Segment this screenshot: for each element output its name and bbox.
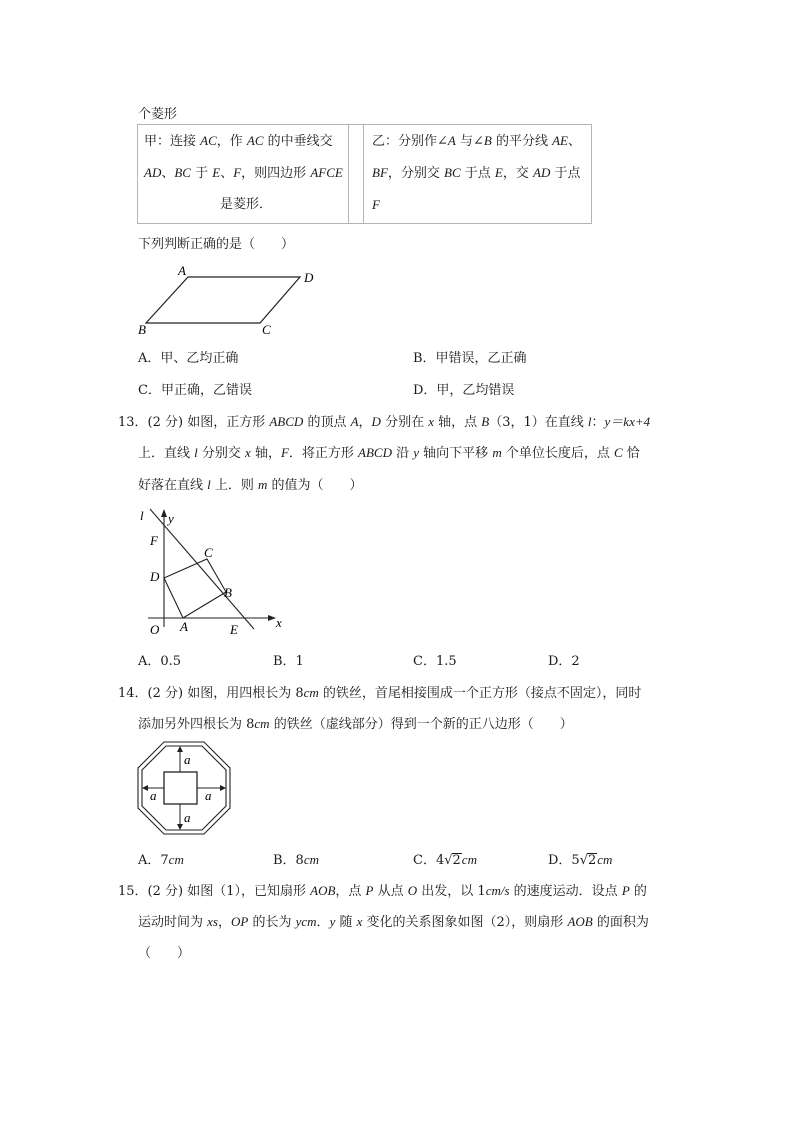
inner-square [164,772,197,804]
q12-option-c[interactable]: C．甲正确，乙错误 [138,383,252,398]
label-y: y [168,511,174,526]
sqrt-radicand: 2 [452,853,461,868]
arrow-right-icon [220,785,226,791]
q12-option-b[interactable]: B．甲错误，乙正确 [413,351,527,366]
label-a-bottom: a [184,810,191,825]
line-l [150,509,254,629]
square-abcd [164,559,226,618]
label-O: O [150,622,160,637]
yi-line-2: BF，分别交 BC 于点 E，交 AD 于点 F [372,165,581,212]
q14-line-2: 添加另外四根长为 8cm 的铁丝（虚线部分）得到一个新的正八边形（ ） [138,716,573,732]
q14-option-b[interactable]: B．8cm [273,852,319,868]
q12-parallelogram-figure [134,262,324,340]
q13-option-c[interactable]: C．1.5 [413,654,457,669]
label-A: A [178,263,186,278]
arrow-top-icon [177,746,183,752]
arrow-left-icon [142,785,148,791]
q14-option-c[interactable]: C．4√2cm [413,852,477,868]
q13-coordinate-figure [134,503,294,639]
label-E: E [230,622,238,637]
label-a-right: a [205,788,212,803]
label-D: D [150,569,160,584]
jia-line-2: AD、BC 于 E、F，则四边形 AFCE [144,165,343,181]
label-B: B [138,322,146,337]
q12-question: 下列判断正确的是（ ） [138,237,295,252]
q13-option-d[interactable]: D．2 [548,654,580,669]
q14-option-d[interactable]: D．5√2cm [548,852,613,868]
q13-line-1: 13．(2 分) 如图，正方形 ABCD 的顶点 A，D 分别在 x 轴，点 B（3，1）在直线 l：y＝kx+4 [118,414,651,430]
jia-cell [138,125,349,224]
label-C: C [262,322,271,337]
jia-line-1: 甲：连接 AC，作 AC 的中垂线交 [144,133,333,149]
sqrt-radicand: 2 [588,853,597,868]
label-D: D [304,270,314,285]
q15-line-3: （ ） [138,946,191,961]
q13-option-a[interactable]: A．0.5 [138,654,182,669]
table-spacer-cell [349,125,364,224]
label-B: B [224,585,232,600]
q12-comparison-table [137,124,592,224]
label-a-left: a [150,788,157,803]
q12-option-a[interactable]: A．甲、乙均正确 [138,351,239,366]
arrow-bottom-icon [177,824,183,830]
q12-option-d[interactable]: D．甲，乙均错误 [413,383,515,398]
q12-lead-text: 个菱形 [138,107,178,122]
label-A: A [180,619,188,634]
q13-line-3: 好落在直线 l 上．则 m 的值为（ ） [138,477,363,493]
label-x: x [276,615,282,630]
label-C: C [204,545,213,560]
q13-line-2: 上．直线 l 分别交 x 轴，F．将正方形 ABCD 沿 y 轴向下平移 m 个单位长度后，点 C 恰 [138,445,640,461]
label-a-top: a [184,752,191,767]
q15-line-2: 运动时间为 xs，OP 的长为 ycm．y 随 x 变化的关系图象如图（2），则扇形 AOB 的面积为 [138,914,649,930]
y-axis-arrow-icon [161,509,167,517]
yi-cell [364,125,592,224]
label-l: l [140,508,144,523]
q13-option-b[interactable]: B．1 [273,654,304,669]
parallelogram-shape [146,277,300,323]
q14-octagon-figure [134,738,234,838]
q14-option-a[interactable]: A．7cm [138,852,184,868]
yi-line-1: 乙：分别作∠A 与∠B 的平分线 AE、 [372,133,582,149]
q15-line-1: 15．(2 分) 如图（1），已知扇形 AOB，点 P 从点 O 出发，以 1cm/s 的速度运动．设点 P 的 [118,883,647,899]
x-axis-arrow-icon [268,615,276,621]
q14-line-1: 14．(2 分) 如图，用四根长为 8cm 的铁丝，首尾相接围成一个正方形（接点不固定），同时 [118,685,642,701]
jia-line-3: 是菱形． [219,197,272,212]
label-F: F [150,533,158,548]
